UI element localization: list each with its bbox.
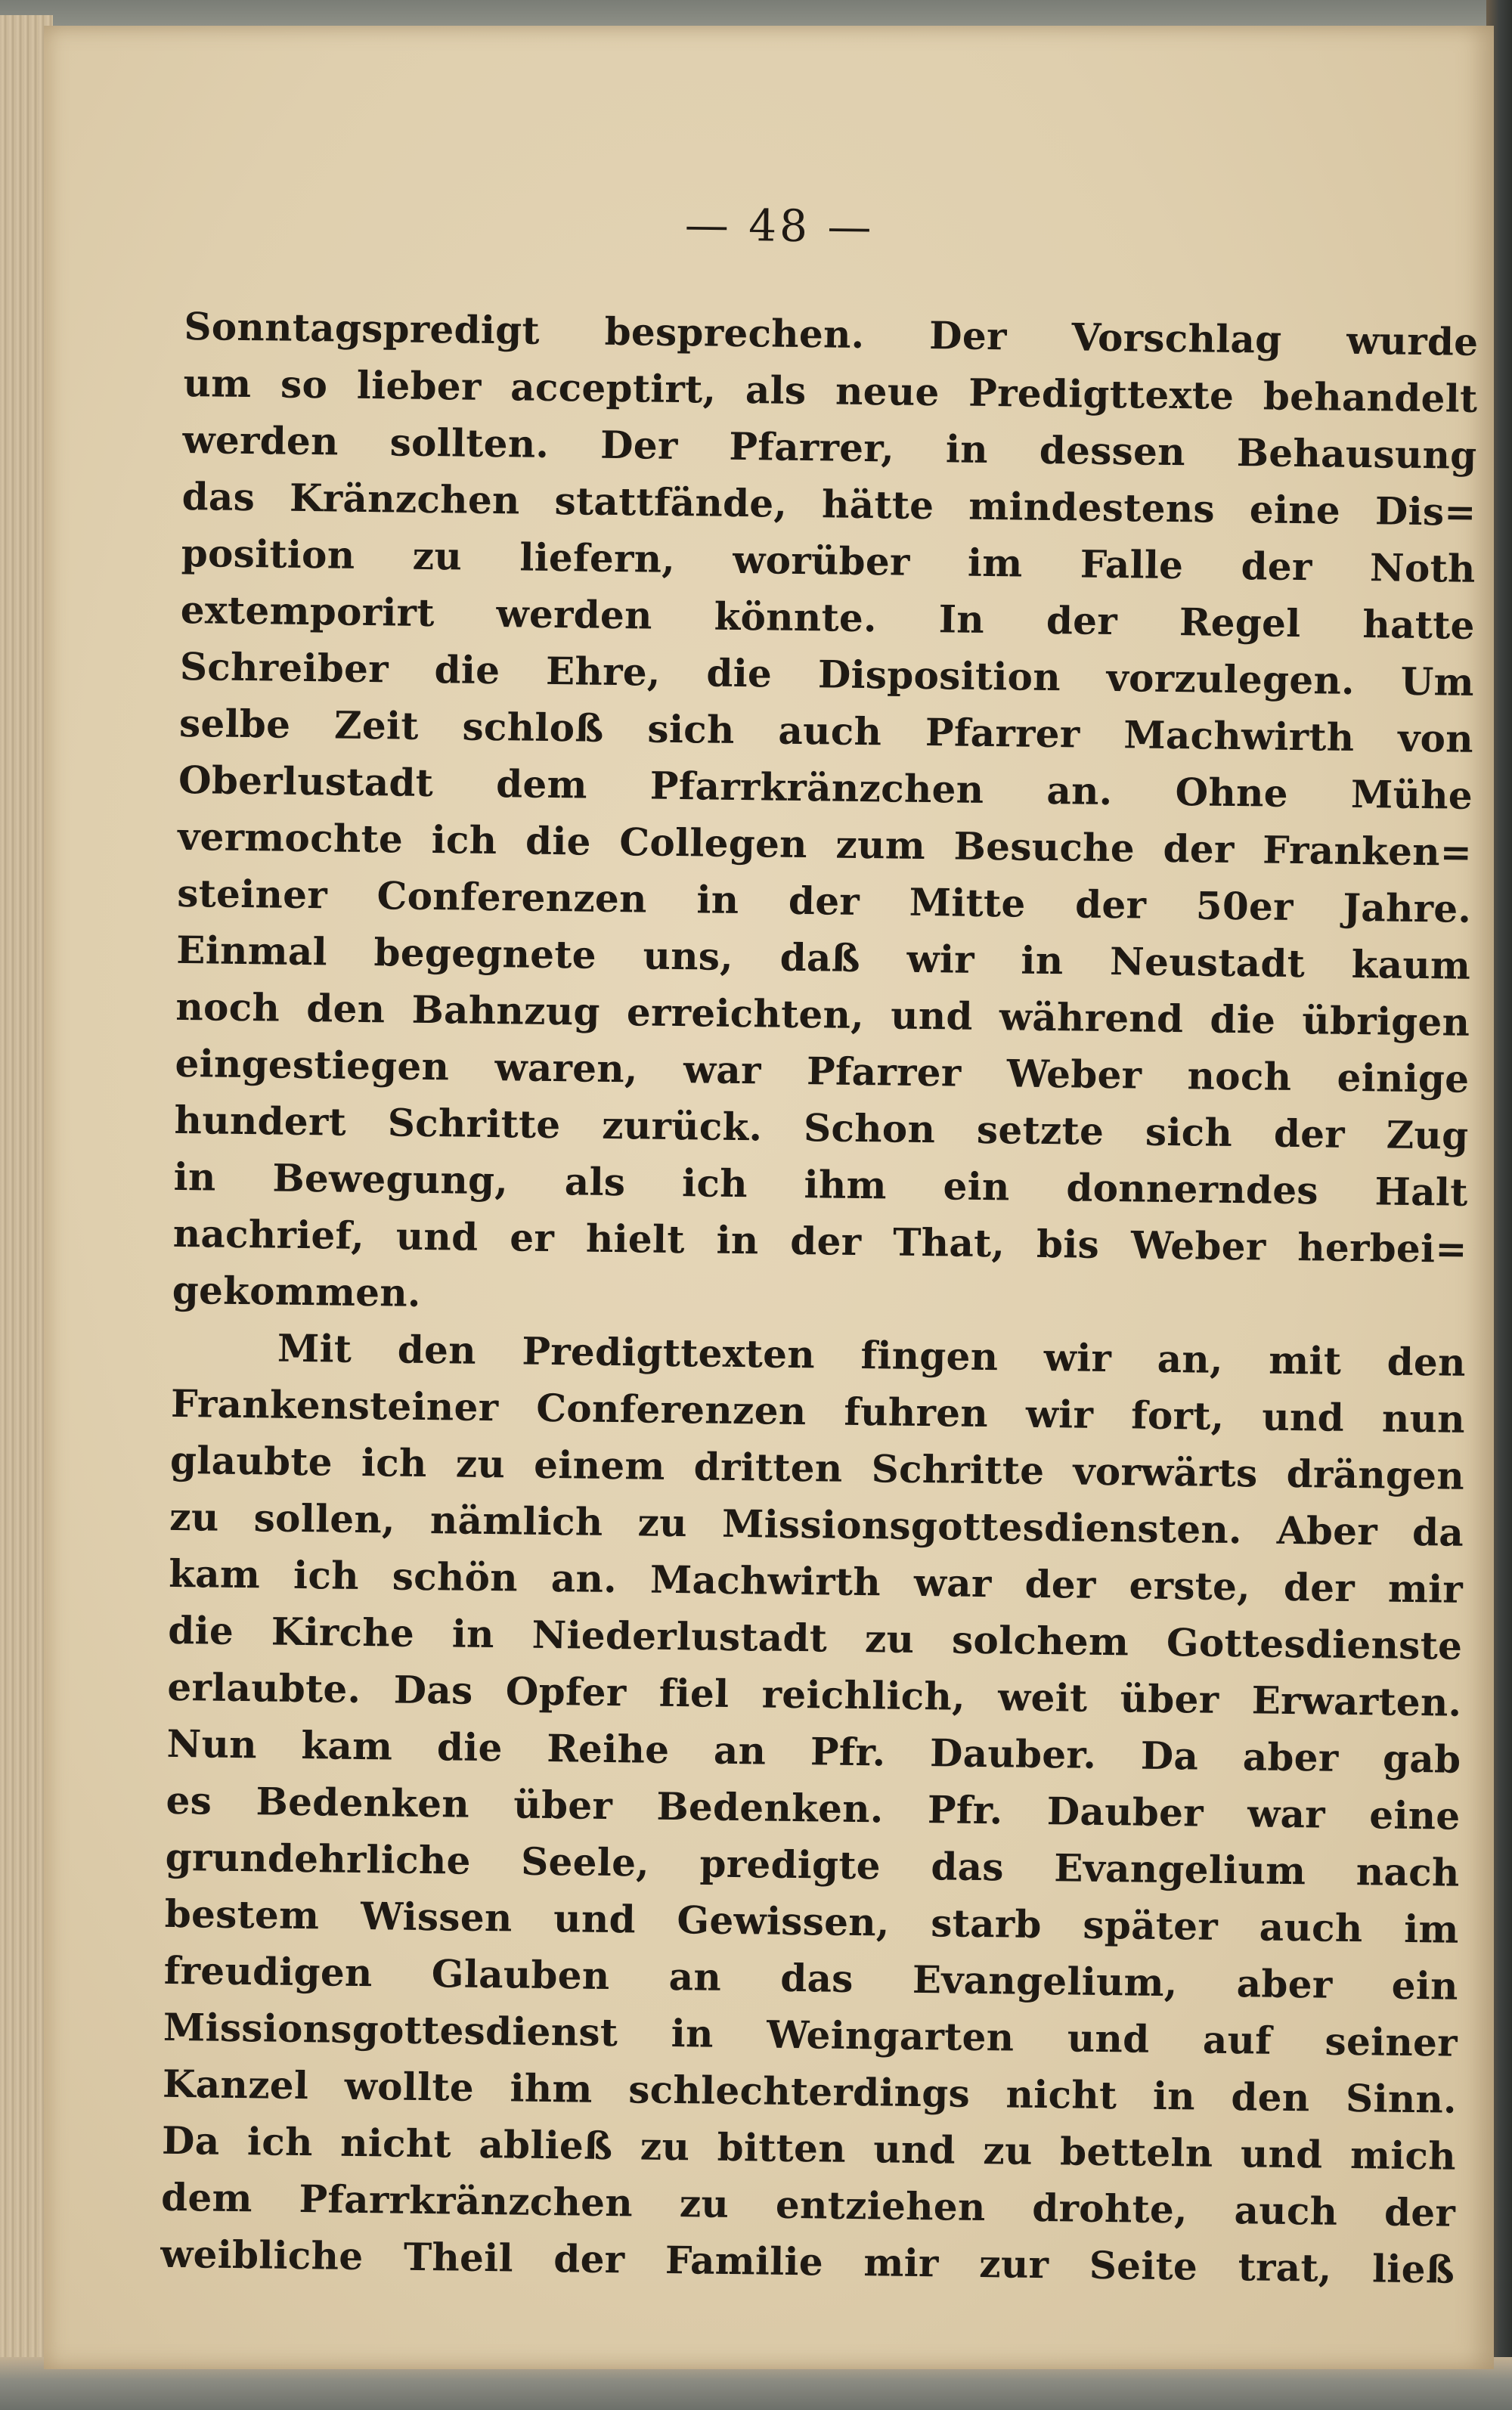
word: kaum [1351, 941, 1471, 988]
word: Ehre, [545, 648, 661, 695]
word: Einmal [176, 927, 328, 974]
word: hätte [821, 482, 934, 528]
word: die [706, 650, 773, 696]
word: zu [412, 533, 463, 579]
word: nämlich [429, 1498, 603, 1544]
word: weibliche [160, 2231, 364, 2279]
word: Predigttexten [522, 1328, 816, 1377]
word: schlechterdings [627, 2067, 971, 2116]
word: auch [1259, 1904, 1363, 1951]
word: dessen [1039, 427, 1186, 475]
word: solchem [951, 1617, 1129, 1665]
word: hielt [585, 1216, 686, 1262]
word: behandelt [1263, 373, 1478, 421]
word: donnerndes [1066, 1165, 1319, 1213]
word: zu [679, 2181, 730, 2226]
word: Disposition [817, 652, 1061, 700]
word: und [553, 1896, 637, 1942]
word: Um [1400, 658, 1475, 705]
word: zur [978, 2241, 1049, 2288]
word: Nun [166, 1721, 258, 1767]
word: der [1241, 544, 1312, 590]
word: ihm [804, 1162, 888, 1208]
word: so [280, 361, 328, 407]
word: vorzulegen. [1106, 655, 1356, 703]
word: in [1021, 937, 1064, 984]
word: Wissen [360, 1893, 513, 1941]
word: daß [779, 934, 861, 980]
word: starb [930, 1900, 1043, 1947]
word: der [1163, 826, 1235, 872]
word: Mühe [1350, 771, 1473, 818]
word: Kanzel [162, 2061, 309, 2108]
word: Noth [1369, 545, 1476, 591]
word: nicht [339, 2120, 452, 2167]
word: und [1240, 2131, 1323, 2177]
word: der [553, 2236, 625, 2282]
word: Jahre. [1343, 884, 1472, 931]
word: Besuche [953, 823, 1136, 871]
word: der [1046, 597, 1118, 644]
word: glaubte [169, 1437, 333, 1485]
word: Pfarrkränzchen [299, 2176, 634, 2226]
word: uns, [643, 933, 734, 979]
word: liefern, [519, 534, 676, 581]
word: Halt [1374, 1169, 1468, 1215]
word: Evangelium [1054, 1845, 1306, 1894]
word: Ohne [1175, 770, 1289, 816]
word: an [668, 1953, 722, 2000]
word: herbei= [1297, 1225, 1467, 1272]
word: vermochte [177, 813, 404, 862]
word: drohte, [1032, 2185, 1188, 2232]
word: Pfr. [810, 1729, 886, 1775]
word: Theil [403, 2234, 514, 2281]
word: wir [906, 936, 975, 982]
word: in [671, 2011, 714, 2056]
word: der [790, 1218, 862, 1265]
word: Pfarrer [925, 710, 1080, 757]
word: Mit [277, 1325, 352, 1371]
word: wollte [344, 2063, 475, 2110]
word: Gewissen, [677, 1897, 890, 1945]
word: Kirche [271, 1609, 415, 1656]
word: bestem [164, 1891, 320, 1938]
word: in [451, 1611, 495, 1657]
word: Schritte [387, 1100, 561, 1148]
word: stattfände, [554, 478, 788, 526]
word: in [945, 426, 989, 472]
word: bis [1036, 1221, 1100, 1267]
word: drängen [1286, 1451, 1465, 1498]
word: ich [361, 1439, 428, 1486]
word: im [967, 540, 1023, 586]
word: den [306, 986, 386, 1032]
page-number: — 48 — [684, 199, 875, 253]
word: die [168, 1607, 234, 1653]
word: gab [1382, 1736, 1461, 1782]
word: Pfr. [927, 1787, 1003, 1833]
word: vorwärts [1073, 1448, 1258, 1496]
word: erlaubte. [167, 1664, 361, 1711]
word: Mitte [909, 879, 1026, 926]
word: betteln [1059, 2129, 1213, 2176]
word: Falle [1080, 541, 1184, 588]
word: ließ [1371, 2246, 1455, 2292]
word: in [173, 1154, 217, 1200]
word: zu [455, 1441, 506, 1487]
word: von [1397, 715, 1474, 761]
word: Kränzchen [289, 475, 521, 523]
word: später [1083, 1902, 1219, 1949]
word: bitten [717, 2124, 847, 2171]
word: gekommen. [172, 1267, 422, 1315]
word: position [181, 530, 355, 578]
word: seiner [1325, 2018, 1458, 2065]
word: Missionsgottesdienst [163, 2004, 618, 2055]
word: den [1387, 1339, 1467, 1385]
word: an. [550, 1556, 618, 1602]
word: eingestiegen [175, 1040, 450, 1089]
word: Frankensteiner [170, 1380, 499, 1430]
word: auch [778, 708, 882, 754]
word: Gottesdienste [1166, 1619, 1463, 1668]
word: in [716, 1217, 759, 1263]
word: dem [495, 761, 588, 807]
word: Bedenken. [656, 1783, 884, 1832]
word: fort, [1130, 1392, 1225, 1439]
word: kam [301, 1723, 393, 1769]
word: die [436, 1724, 503, 1770]
word: Machwirth [649, 1557, 881, 1605]
word: zu [640, 2123, 690, 2170]
word: einige [1337, 1055, 1470, 1101]
word: über [1120, 1676, 1219, 1722]
word: Collegen [618, 819, 808, 867]
word: an [713, 1727, 767, 1773]
word: das [931, 1844, 1005, 1890]
word: Pfarrkränzchen [649, 763, 984, 812]
word: als [564, 1159, 626, 1205]
word: hatte [1362, 602, 1476, 648]
word: Schritte [871, 1446, 1045, 1493]
word: Regel [1179, 599, 1301, 646]
word: Missionsgottesdiensten. [721, 1501, 1243, 1553]
word: mir [1387, 1566, 1464, 1612]
word: ich [246, 2119, 314, 2165]
word: Vorschlag [1071, 314, 1282, 362]
word: selbe [178, 700, 291, 747]
word: abließ [479, 2121, 613, 2169]
word: der [1074, 881, 1147, 928]
word: sollten. [389, 420, 550, 466]
word: der [1024, 1561, 1096, 1607]
page-text-block [160, 169, 1480, 2298]
word: weit [997, 1674, 1088, 1721]
word: zum [835, 822, 926, 869]
word: setzte [976, 1107, 1105, 1154]
word: Erwarten. [1251, 1677, 1462, 1725]
word: Opfer [505, 1668, 627, 1715]
word: Oberlustadt [178, 757, 434, 806]
word: Pfarrer [806, 1049, 962, 1095]
word: Der [928, 313, 1008, 359]
word: werden [496, 591, 653, 638]
word: mit [1268, 1337, 1342, 1383]
word: erste, [1129, 1563, 1251, 1609]
word: ich [293, 1552, 360, 1598]
word: erreichten, [626, 990, 865, 1038]
word: den [397, 1327, 477, 1373]
word: und [1067, 2015, 1150, 2062]
word: die [525, 818, 592, 864]
word: zu [169, 1494, 219, 1540]
word: predigte [699, 1841, 881, 1888]
word: neue [835, 368, 940, 415]
word: Neustadt [1109, 939, 1306, 987]
word: besprechen. [604, 308, 865, 357]
word: wir [1043, 1334, 1112, 1381]
word: ihm [510, 2065, 593, 2111]
word: Das [393, 1667, 473, 1713]
word: eine [1249, 487, 1341, 533]
word: an, [1157, 1336, 1224, 1382]
word: begegnete [373, 930, 597, 977]
word: Bewegung, [272, 1155, 509, 1203]
word: dritten [693, 1444, 843, 1491]
word: zu [637, 1500, 688, 1546]
word: über [513, 1782, 613, 1829]
word: da [1411, 1509, 1464, 1555]
word: ich [431, 817, 497, 863]
word: steiner [176, 870, 328, 918]
word: war [683, 1047, 762, 1093]
word: mir [863, 2240, 940, 2286]
word: worüber [733, 537, 911, 584]
word: Glauben [431, 1951, 610, 1999]
word: schloß [462, 704, 604, 751]
word: Schon [803, 1105, 936, 1152]
word: Machwirth [1123, 712, 1355, 760]
word: nachrief, [172, 1210, 365, 1258]
word: um [183, 360, 252, 407]
word: wir [1025, 1391, 1094, 1437]
word: Evangelium, [912, 1956, 1178, 2006]
word: nach [1356, 1849, 1460, 1895]
word: im [1403, 1906, 1460, 1952]
word: Conferenzen [376, 873, 648, 922]
word: Conferenzen [535, 1385, 807, 1434]
word: fiel [658, 1670, 730, 1716]
word: Da [161, 2117, 220, 2164]
word: That, [892, 1219, 1005, 1266]
word: und [1262, 1394, 1345, 1440]
word: könnte. [714, 593, 878, 641]
word: aber [1236, 1961, 1333, 2007]
word: Weingarten [766, 2012, 1015, 2060]
word: das [181, 473, 256, 520]
word: noch [1187, 1053, 1292, 1099]
word: Pfarrer, [729, 423, 895, 471]
word: mich [1349, 2133, 1457, 2179]
word: auch [1234, 2188, 1338, 2234]
word: der [1383, 2189, 1456, 2235]
word: freudigen [163, 1947, 373, 1996]
word: Sonntagspredigt [184, 303, 541, 353]
word: 50er [1195, 883, 1294, 929]
word: ein [943, 1163, 1010, 1210]
word: sollen, [253, 1495, 396, 1542]
word: In [938, 596, 985, 642]
word: Bedenken [256, 1779, 470, 1826]
word: war [913, 1560, 992, 1606]
word: waren, [494, 1045, 639, 1092]
word: und [890, 993, 974, 1039]
word: Behausung [1236, 430, 1477, 478]
word: kam [168, 1550, 261, 1597]
word: die [1210, 996, 1276, 1042]
word: werden [182, 417, 339, 464]
word: zu [864, 1616, 915, 1662]
word: Dis= [1374, 488, 1476, 534]
word: als [745, 367, 807, 414]
word: Predigttexte [968, 370, 1235, 418]
word: acceptirt, [510, 364, 717, 412]
word: übrigen [1302, 998, 1470, 1045]
word: Niederlustadt [531, 1612, 828, 1661]
word: mindestens [968, 483, 1216, 531]
word: Schreiber [179, 643, 389, 692]
word: noch [175, 984, 280, 1030]
word: auf [1202, 2017, 1272, 2063]
word: fuhren [844, 1389, 989, 1436]
word: den [1231, 2074, 1310, 2120]
word: Zeit [333, 702, 420, 748]
word: Dauber. [929, 1730, 1097, 1777]
word: Aber [1276, 1507, 1378, 1554]
word: die [434, 647, 500, 693]
word: der [788, 878, 860, 924]
word: Weber [1006, 1051, 1142, 1098]
word: zu [983, 2128, 1033, 2173]
word: aber [1242, 1734, 1339, 1780]
word: und [395, 1213, 479, 1259]
word: grundehrliche [165, 1834, 472, 1883]
word: der [1283, 1564, 1356, 1611]
word: nicht [1005, 2071, 1117, 2118]
word: hundert [174, 1097, 347, 1145]
word: schön [392, 1553, 519, 1600]
word: reichlich, [761, 1671, 966, 1719]
word: der [1273, 1111, 1346, 1157]
word: Familie [665, 2237, 824, 2285]
word: Dauber [1046, 1789, 1204, 1835]
word: lieber [356, 362, 482, 409]
word: extemporirt [180, 587, 435, 636]
word: Weber [1130, 1222, 1266, 1269]
word: fingen [860, 1333, 999, 1380]
word: in [1152, 2073, 1196, 2119]
word: sich [647, 706, 735, 752]
word: ein [1391, 1962, 1459, 2009]
word: dem [160, 2174, 253, 2221]
word: Reihe [546, 1725, 670, 1772]
word: er [509, 1215, 555, 1261]
word: Seite [1089, 2242, 1198, 2289]
word: Seele, [520, 1838, 650, 1885]
word: nun [1381, 1396, 1466, 1442]
word: einem [533, 1442, 665, 1488]
text-lines [160, 298, 1479, 2298]
word: wurde [1346, 318, 1479, 364]
word: an. [1046, 767, 1113, 814]
word: entziehen [775, 2182, 986, 2230]
word: Sinn. [1345, 2075, 1458, 2122]
word: zurück. [601, 1102, 763, 1150]
word: und [872, 2127, 956, 2173]
word: Franken= [1262, 827, 1473, 875]
word: Bahnzug [411, 987, 601, 1034]
word: ich [681, 1160, 748, 1207]
paper-page [44, 26, 1494, 2369]
word: eine [1368, 1792, 1461, 1838]
word: Zug [1386, 1112, 1469, 1158]
word: Der [600, 422, 678, 468]
word: war [1247, 1791, 1326, 1837]
word: es [166, 1777, 212, 1823]
word: trat, [1238, 2244, 1332, 2291]
word: in [696, 877, 739, 923]
word: während [999, 994, 1184, 1042]
word: Da [1140, 1733, 1199, 1779]
word: sich [1145, 1109, 1233, 1156]
word: das [779, 1955, 854, 2001]
